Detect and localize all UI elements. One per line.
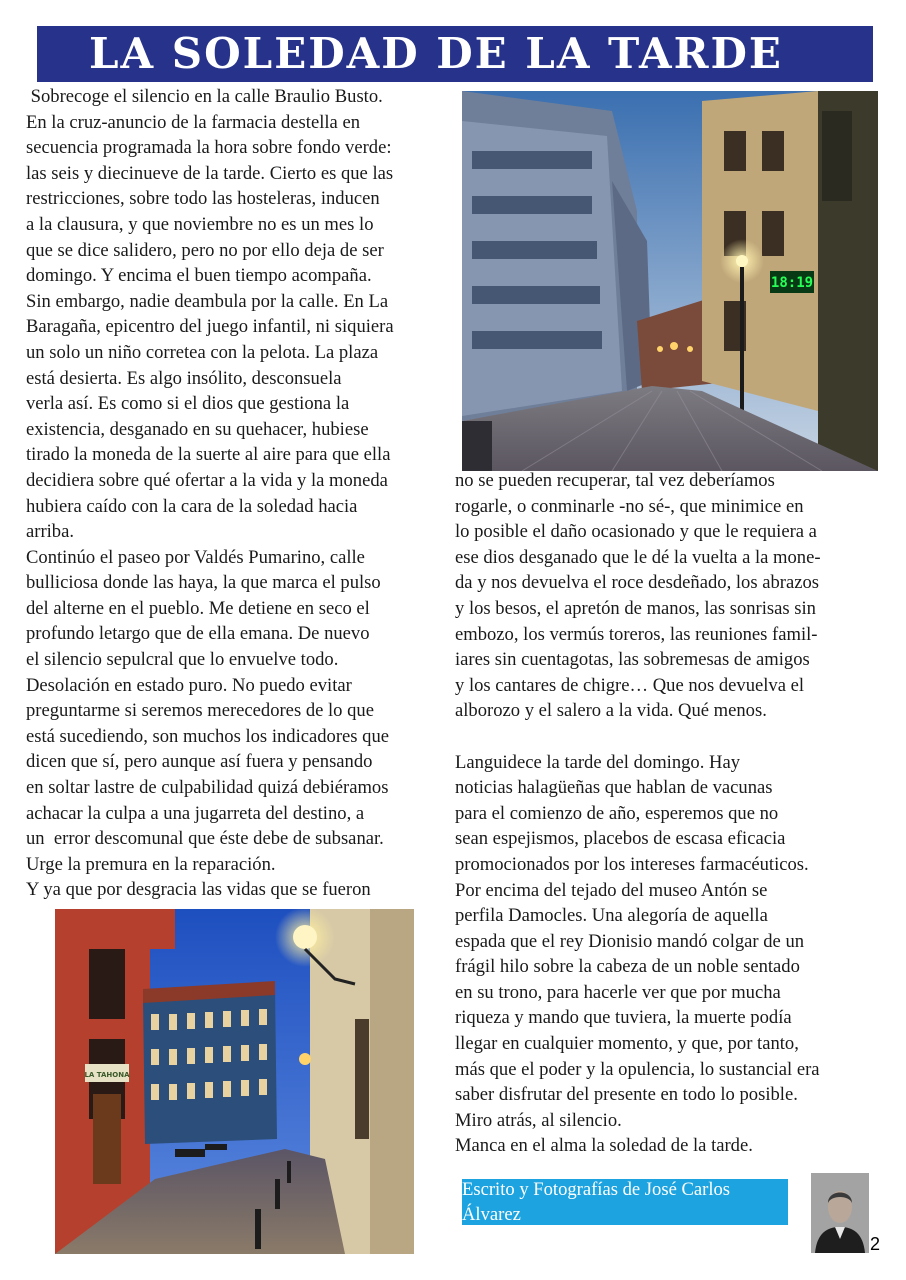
left_column-line: bulliciosa donde las haya, la que marca el pulso — [26, 572, 381, 594]
right_column-line: Miro atrás, al silencio. — [455, 1109, 622, 1131]
author-credit-box — [462, 1179, 788, 1225]
right_column-line: llegar en cualquier momento, y que, por tanto, — [455, 1033, 799, 1055]
left_column-line: decidiera sobre qué ofertar a la vida y la moneda — [26, 469, 388, 491]
left_column-line: está sucediendo, son muchos los indicadores que — [26, 725, 390, 747]
left_column-line: hubiera caído con la cara de la soledad hacia — [26, 495, 358, 517]
left_column-line: achacar la culpa a una jugarreta del destino, a — [26, 802, 365, 824]
right_column-line: sean espejismos, placebos de escasa eficacia — [455, 828, 786, 850]
left_column-line: restricciones, sobre todo las hosteleras, inducen — [26, 188, 380, 210]
left_column-line: del alterne en el pueblo. Me detiene en seco el — [26, 597, 370, 619]
right_column-line: lo posible el daño ocasionado y que le requiera a — [455, 521, 817, 543]
right_column-line: más que el poder y la opulencia, lo sustancial era — [455, 1058, 820, 1080]
right_column-line: Por encima del tejado del museo Antón se — [455, 879, 768, 901]
right_column-line: Manca en el alma la soledad de la tarde. — [455, 1135, 753, 1157]
right_column-line: y los cantares de chigre… Que nos devuelva el — [455, 674, 805, 696]
left_column-line: Continúo el paseo por Valdés Pumarino, calle — [26, 546, 365, 568]
left_column-line: está desierta. Es algo insólito, desconsuela — [26, 367, 342, 389]
right_column-line: frágil hilo sobre la cabeza de un noble sentado — [455, 956, 800, 978]
right_column-line: noticias halagüeñas que hablan de vacunas — [455, 777, 773, 799]
author-portrait-image — [811, 1173, 869, 1253]
right_column-line: no se pueden recuperar, tal vez deberíamos — [455, 470, 775, 491]
left_column-line: arriba. — [26, 521, 75, 543]
right_column-line: ese dios desganado que le dé la vuelta a la mone- — [455, 546, 821, 568]
page-number: 2 — [870, 1234, 881, 1254]
pharmacy-clock: 18:19 — [770, 275, 814, 291]
right_column-line: para el comienzo de año, esperemos que no — [455, 802, 779, 824]
left_column-line: domingo. Y encima el buen tiempo acompaña. — [26, 265, 372, 287]
left_column-line: Desolación en estado puro. No puedo evitar — [26, 674, 352, 696]
right_column-line: alborozo y el salero a la vida. Qué menos. — [455, 700, 767, 722]
left_column-line: verla así. Es como si el dios que gestiona la — [26, 393, 350, 415]
left_column-line: a la clausura, y que noviembre no es un mes lo — [26, 213, 374, 235]
street-photo-blue-hour — [55, 909, 414, 1254]
left_column-line: profundo letargo que de ella emana. De nuevo — [26, 623, 370, 645]
title-banner — [37, 26, 873, 82]
right_column-line: da y nos devuelva el roce desdeñado, los abrazos — [455, 572, 819, 594]
right_column-line — [455, 724, 875, 750]
left_column-line: tirado la moneda de la suerte al aire para que ella — [26, 444, 391, 466]
left_column-line: secuencia programada la hora sobre fondo verde: — [26, 137, 392, 159]
left_column-line: un error descomunal que éste debe de subsanar. — [26, 828, 384, 850]
left_column-line: En la cruz-anuncio de la farmacia destella en — [26, 111, 360, 133]
left_column-line: Y ya que por desgracia las vidas que se fueron — [26, 879, 371, 901]
right_column-line: perfila Damocles. Una alegoría de aquella — [455, 905, 768, 927]
left_column-line: Sin embargo, nadie deambula por la calle. En La — [26, 290, 389, 312]
right_column-line: saber disfrutar del presente en todo lo posible. — [455, 1084, 798, 1106]
right_column-line: en su trono, para hacerle ver que por mucha — [455, 981, 781, 1003]
left-column — [26, 84, 446, 903]
left_column-line: Sobrecoge el silencio en la calle Braulio Busto. — [26, 86, 383, 107]
left_column-line: preguntarme si seremos merecedores de lo que — [26, 700, 374, 722]
right_column-line: Languidece la tarde del domingo. Hay — [455, 751, 740, 773]
author-portrait — [811, 1173, 869, 1253]
left_column-line: que se dice salidero, pero no por ello deja de ser — [26, 239, 384, 261]
right_column-line: embozo, los vermús toreros, las reuniones famil- — [455, 623, 818, 645]
left_column-line: las seis y diecinueve de la tarde. Cierto es que las — [26, 162, 394, 184]
page-title: LA SOLEDAD DE LA TARDE — [89, 29, 783, 78]
right_column-line: rogarle, o conminarle -no sé-, que minimice en — [455, 495, 804, 517]
right_column-line: y los besos, el apretón de manos, las sonrisas sin — [455, 597, 816, 619]
right-column — [455, 468, 875, 1159]
left_column-line: Baragaña, epicentro del juego infantil, ni siquiera — [26, 316, 394, 338]
left_column-line: Urge la premura en la reparación. — [26, 853, 276, 875]
left_column-line: dicen que sí, pero aunque así fuera y pensando — [26, 751, 373, 773]
right_column-line: promocionados por los intereses farmacéuticos. — [455, 853, 809, 875]
right_column-line: espada que el rey Dionisio mandó colgar de un — [455, 930, 805, 952]
right_column-line: riqueza y mando que tuviera, la muerte podía — [455, 1007, 792, 1029]
left_column-line: el silencio sepulcral que lo envuelve todo. — [26, 649, 339, 671]
shop-sign: LA TAHONA — [84, 1071, 130, 1079]
left_column-line: en soltar lastre de culpabilidad quizá debiéramos — [26, 777, 389, 799]
street-photo-dusk — [462, 91, 878, 471]
left_column-line: un solo un niño corretea con la pelota. La plaza — [26, 341, 379, 363]
right_column-line: iares sin cuentagotas, las sobremesas de amigos — [455, 649, 810, 671]
street-photo-blue-hour-image — [55, 909, 414, 1254]
left_column-line: existencia, desganado en su quehacer, hubiese — [26, 418, 369, 440]
street-photo-dusk-image — [462, 91, 878, 471]
author-credit: Escrito y Fotografías de José Carlos Álvarez — [462, 1179, 731, 1225]
